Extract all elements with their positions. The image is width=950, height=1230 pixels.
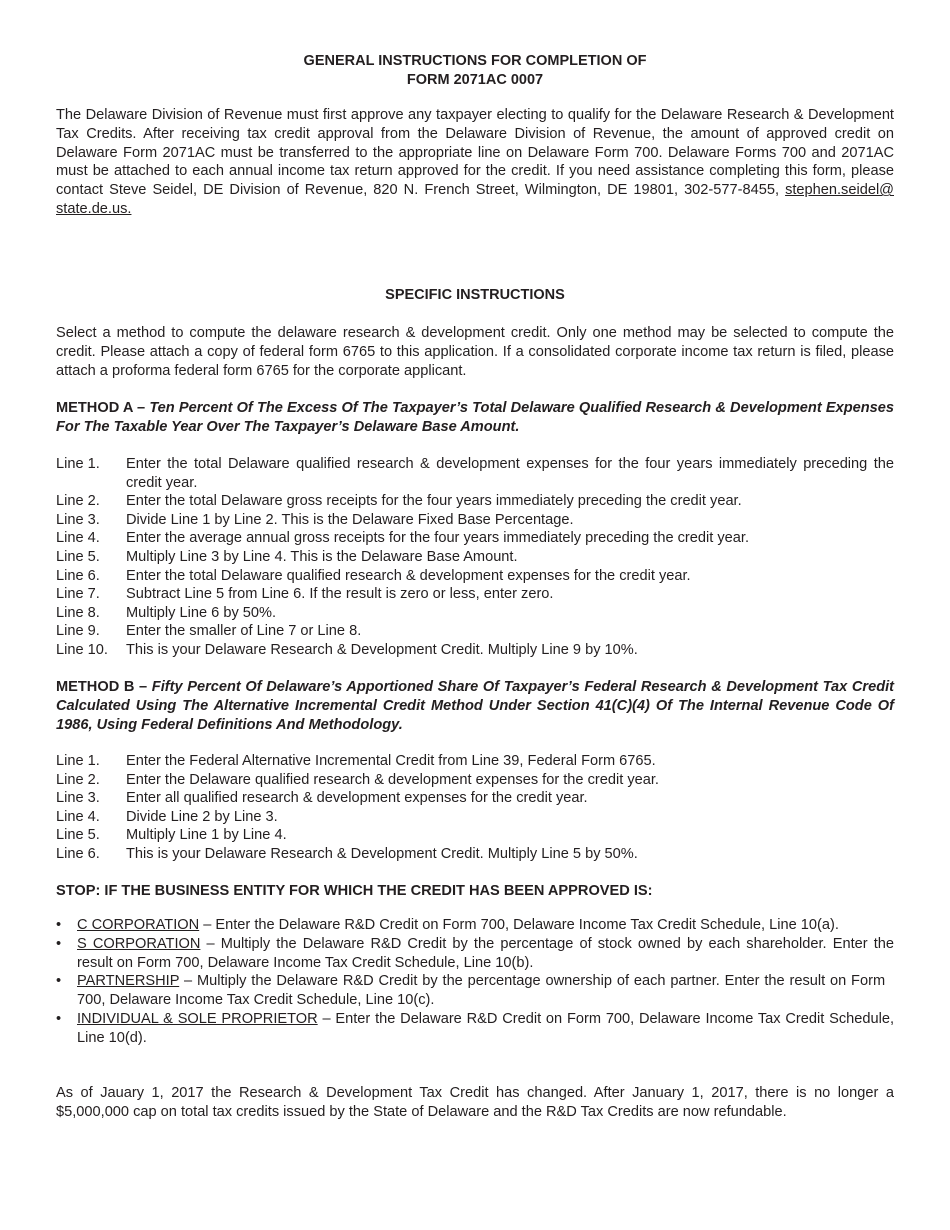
bullet-icon: • (56, 917, 62, 933)
entity-bullet-item (56, 935, 894, 973)
entity-bullet-list (56, 916, 894, 1048)
line-number: Line 8. (56, 604, 100, 621)
line-number: Line 7. (56, 586, 100, 603)
stop-heading: STOP: IF THE BUSINESS ENTITY FOR WHICH THE CREDIT HAS BEEN APPROVED IS: (56, 883, 653, 899)
method-b-line-1 (56, 752, 894, 771)
closing-paragraph: As of Jauary 1, 2017 the Research & Development Tax Credit has changed. After January 1, 2017, there is no longer a $5,000,000 cap on total tax credits issued by the State of Delaware and the R&D Tax Credits are now refundable. (56, 1085, 894, 1120)
line-number: Line 3. (56, 790, 100, 807)
entity-instruction: – Multiply the Delaware R&D Credit by the percentage ownership of each partner. Enter the result on Form 700, Delaware Income Tax Credit Schedule, Line 10(c). (77, 973, 894, 1009)
document-title (0, 52, 950, 90)
line-instruction: Enter the average annual gross receipts for the four years immediately preceding the credit year. (126, 530, 749, 547)
method-a-line-7 (56, 585, 894, 604)
method-a-description: Ten Percent Of The Excess Of The Taxpayer’s Total Delaware Qualified Research & Development Expenses For The Taxable Year Over The Taxpayer’s Delaware Base Amount. (56, 400, 895, 435)
line-number: Line 2. (56, 493, 100, 510)
title-line-2: FORM 2071AC 0007 (406, 72, 544, 88)
line-instruction: This is your Delaware Research & Development Credit. Multiply Line 9 by 10%. (126, 641, 638, 658)
entity-bullet-item (56, 916, 894, 935)
entity-bullet-text (77, 935, 894, 973)
line-instruction: Multiply Line 1 by Line 4. (126, 827, 287, 844)
method-a-line-4 (56, 529, 894, 548)
entity-instruction: – Multiply the Delaware R&D Credit by the percentage of stock owned by each shareholder. Enter the result on Form 700, Delaware Income Tax Credit Schedule, Line 10(b). (77, 935, 894, 971)
method-a-label: METHOD A – (56, 400, 146, 416)
line-number: Line 1. (56, 456, 100, 472)
method-a-line-9 (56, 622, 894, 641)
method-b-line-6 (56, 845, 894, 864)
line-instruction: Enter the total Delaware qualified research & development expenses for the credit year. (126, 567, 691, 584)
line-number: Line 2. (56, 771, 100, 788)
method-b-line-5 (56, 826, 894, 845)
method-a-line-10 (56, 641, 894, 660)
line-number: Line 9. (56, 623, 100, 640)
line-number: Line 5. (56, 548, 100, 565)
line-instruction: Enter the Federal Alternative Incremental Credit from Line 39, Federal Form 6765. (126, 753, 656, 769)
line-number: Line 6. (56, 845, 100, 862)
method-a-line-3 (56, 511, 894, 530)
method-b-line-list (56, 752, 894, 864)
line-instruction: Multiply Line 6 by 50%. (126, 604, 277, 621)
line-instruction: Multiply Line 3 by Line 4. This is the Delaware Base Amount. (126, 548, 518, 565)
entity-bullet-item (56, 972, 894, 1010)
line-instruction: Enter the total Delaware qualified research & development expenses for the four years immediately preceding the credit year. (126, 456, 894, 491)
line-number: Line 3. (56, 511, 100, 528)
line-number: Line 10. (56, 641, 108, 658)
method-a-line-6 (56, 567, 894, 586)
entity-bullet-text (77, 1010, 894, 1048)
line-instruction: Enter the Delaware qualified research & development expenses for the credit year. (126, 771, 659, 788)
entity-type-term: C CORPORATION (77, 917, 200, 933)
method-b-label: METHOD B – (56, 679, 148, 695)
entity-type-term: INDIVIDUAL & SOLE PROPRIETOR (77, 1010, 318, 1027)
entity-bullet-item (56, 1010, 894, 1048)
bullet-icon: • (56, 1010, 62, 1027)
specific-instructions-paragraph: Select a method to compute the delaware research & development credit. Only one method may be selected to compute the credit. Please attach a copy of federal form 6765 to this application. If a consolidated corporate income tax return is filed, please attach a proforma federal form 6765 for the corporate applicant. (56, 325, 894, 379)
method-b-description: Fifty Percent Of Delaware’s Apportioned Share Of Taxpayer’s Federal Research & Development Tax Credit Calculated Using The Alternative Incremental Credit Method Under Section 41(C)(4) Of The Internal Revenue Code Of 1986, Using Federal Definitions And Methodology. (56, 679, 895, 733)
entity-bullet-text (77, 916, 894, 935)
entity-instruction: – Enter the Delaware R&D Credit on Form 700, Delaware Income Tax Credit Schedule, Line 10(d). (77, 1010, 895, 1046)
line-number: Line 1. (56, 753, 100, 769)
method-b-line-4 (56, 808, 894, 827)
bullet-icon: • (56, 935, 62, 952)
line-instruction: Divide Line 1 by Line 2. This is the Delaware Fixed Base Percentage. (126, 511, 574, 528)
method-a-line-5 (56, 548, 894, 567)
method-a-line-list (56, 455, 894, 660)
line-number: Line 5. (56, 827, 100, 844)
method-a-heading (56, 399, 894, 437)
specific-instructions-heading: SPECIFIC INSTRUCTIONS (385, 287, 565, 303)
method-b-line-2 (56, 771, 894, 790)
title-line-1: GENERAL INSTRUCTIONS FOR COMPLETION OF (303, 53, 647, 69)
general-instructions-text: The Delaware Division of Revenue must first approve any taxpayer electing to qualify for the Delaware Research & Development Tax Credits. After receiving tax credit approval from the Delaware Division of Revenue, the amount of approved credit on Delaware Form 2071AC must be transferred to the appropriate line on Delaware Form 700. Delaware Forms 700 and 2071AC must be attached to each annual income tax return approved for the credit. If you need assistance completing this form, please contact Steve Seidel, DE Division of Revenue, 820 N. French Street, Wilmington, DE 19801, 302-577-8455, (56, 107, 894, 199)
method-b-heading (56, 678, 894, 734)
bullet-icon: • (56, 973, 62, 990)
line-instruction: This is your Delaware Research & Development Credit. Multiply Line 5 by 50%. (126, 845, 638, 862)
line-instruction: Enter the total Delaware gross receipts for the four years immediately preceding the credit year. (126, 493, 742, 510)
method-a-line-2 (56, 492, 894, 511)
line-number: Line 4. (56, 808, 100, 825)
line-instruction: Subtract Line 5 from Line 6. If the result is zero or less, enter zero. (126, 586, 554, 603)
line-instruction: Enter the smaller of Line 7 or Line 8. (126, 623, 362, 640)
line-number: Line 4. (56, 530, 100, 547)
contact-email-link[interactable]: stephen.seidel@ state.de.us. (56, 182, 894, 217)
entity-instruction: – Enter the Delaware R&D Credit on Form 700, Delaware Income Tax Credit Schedule, Line 10(a). (199, 917, 839, 933)
method-b-line-3 (56, 789, 894, 808)
line-instruction: Divide Line 2 by Line 3. (126, 808, 278, 825)
line-number: Line 6. (56, 567, 100, 584)
line-instruction: Enter all qualified research & development expenses for the credit year. (126, 790, 588, 807)
entity-type-term: PARTNERSHIP (77, 973, 180, 990)
entity-type-term: S CORPORATION (77, 935, 201, 952)
method-a-line-8 (56, 604, 894, 623)
general-instructions-paragraph (56, 106, 894, 219)
entity-bullet-text (77, 972, 894, 1010)
method-a-line-1 (56, 455, 894, 492)
